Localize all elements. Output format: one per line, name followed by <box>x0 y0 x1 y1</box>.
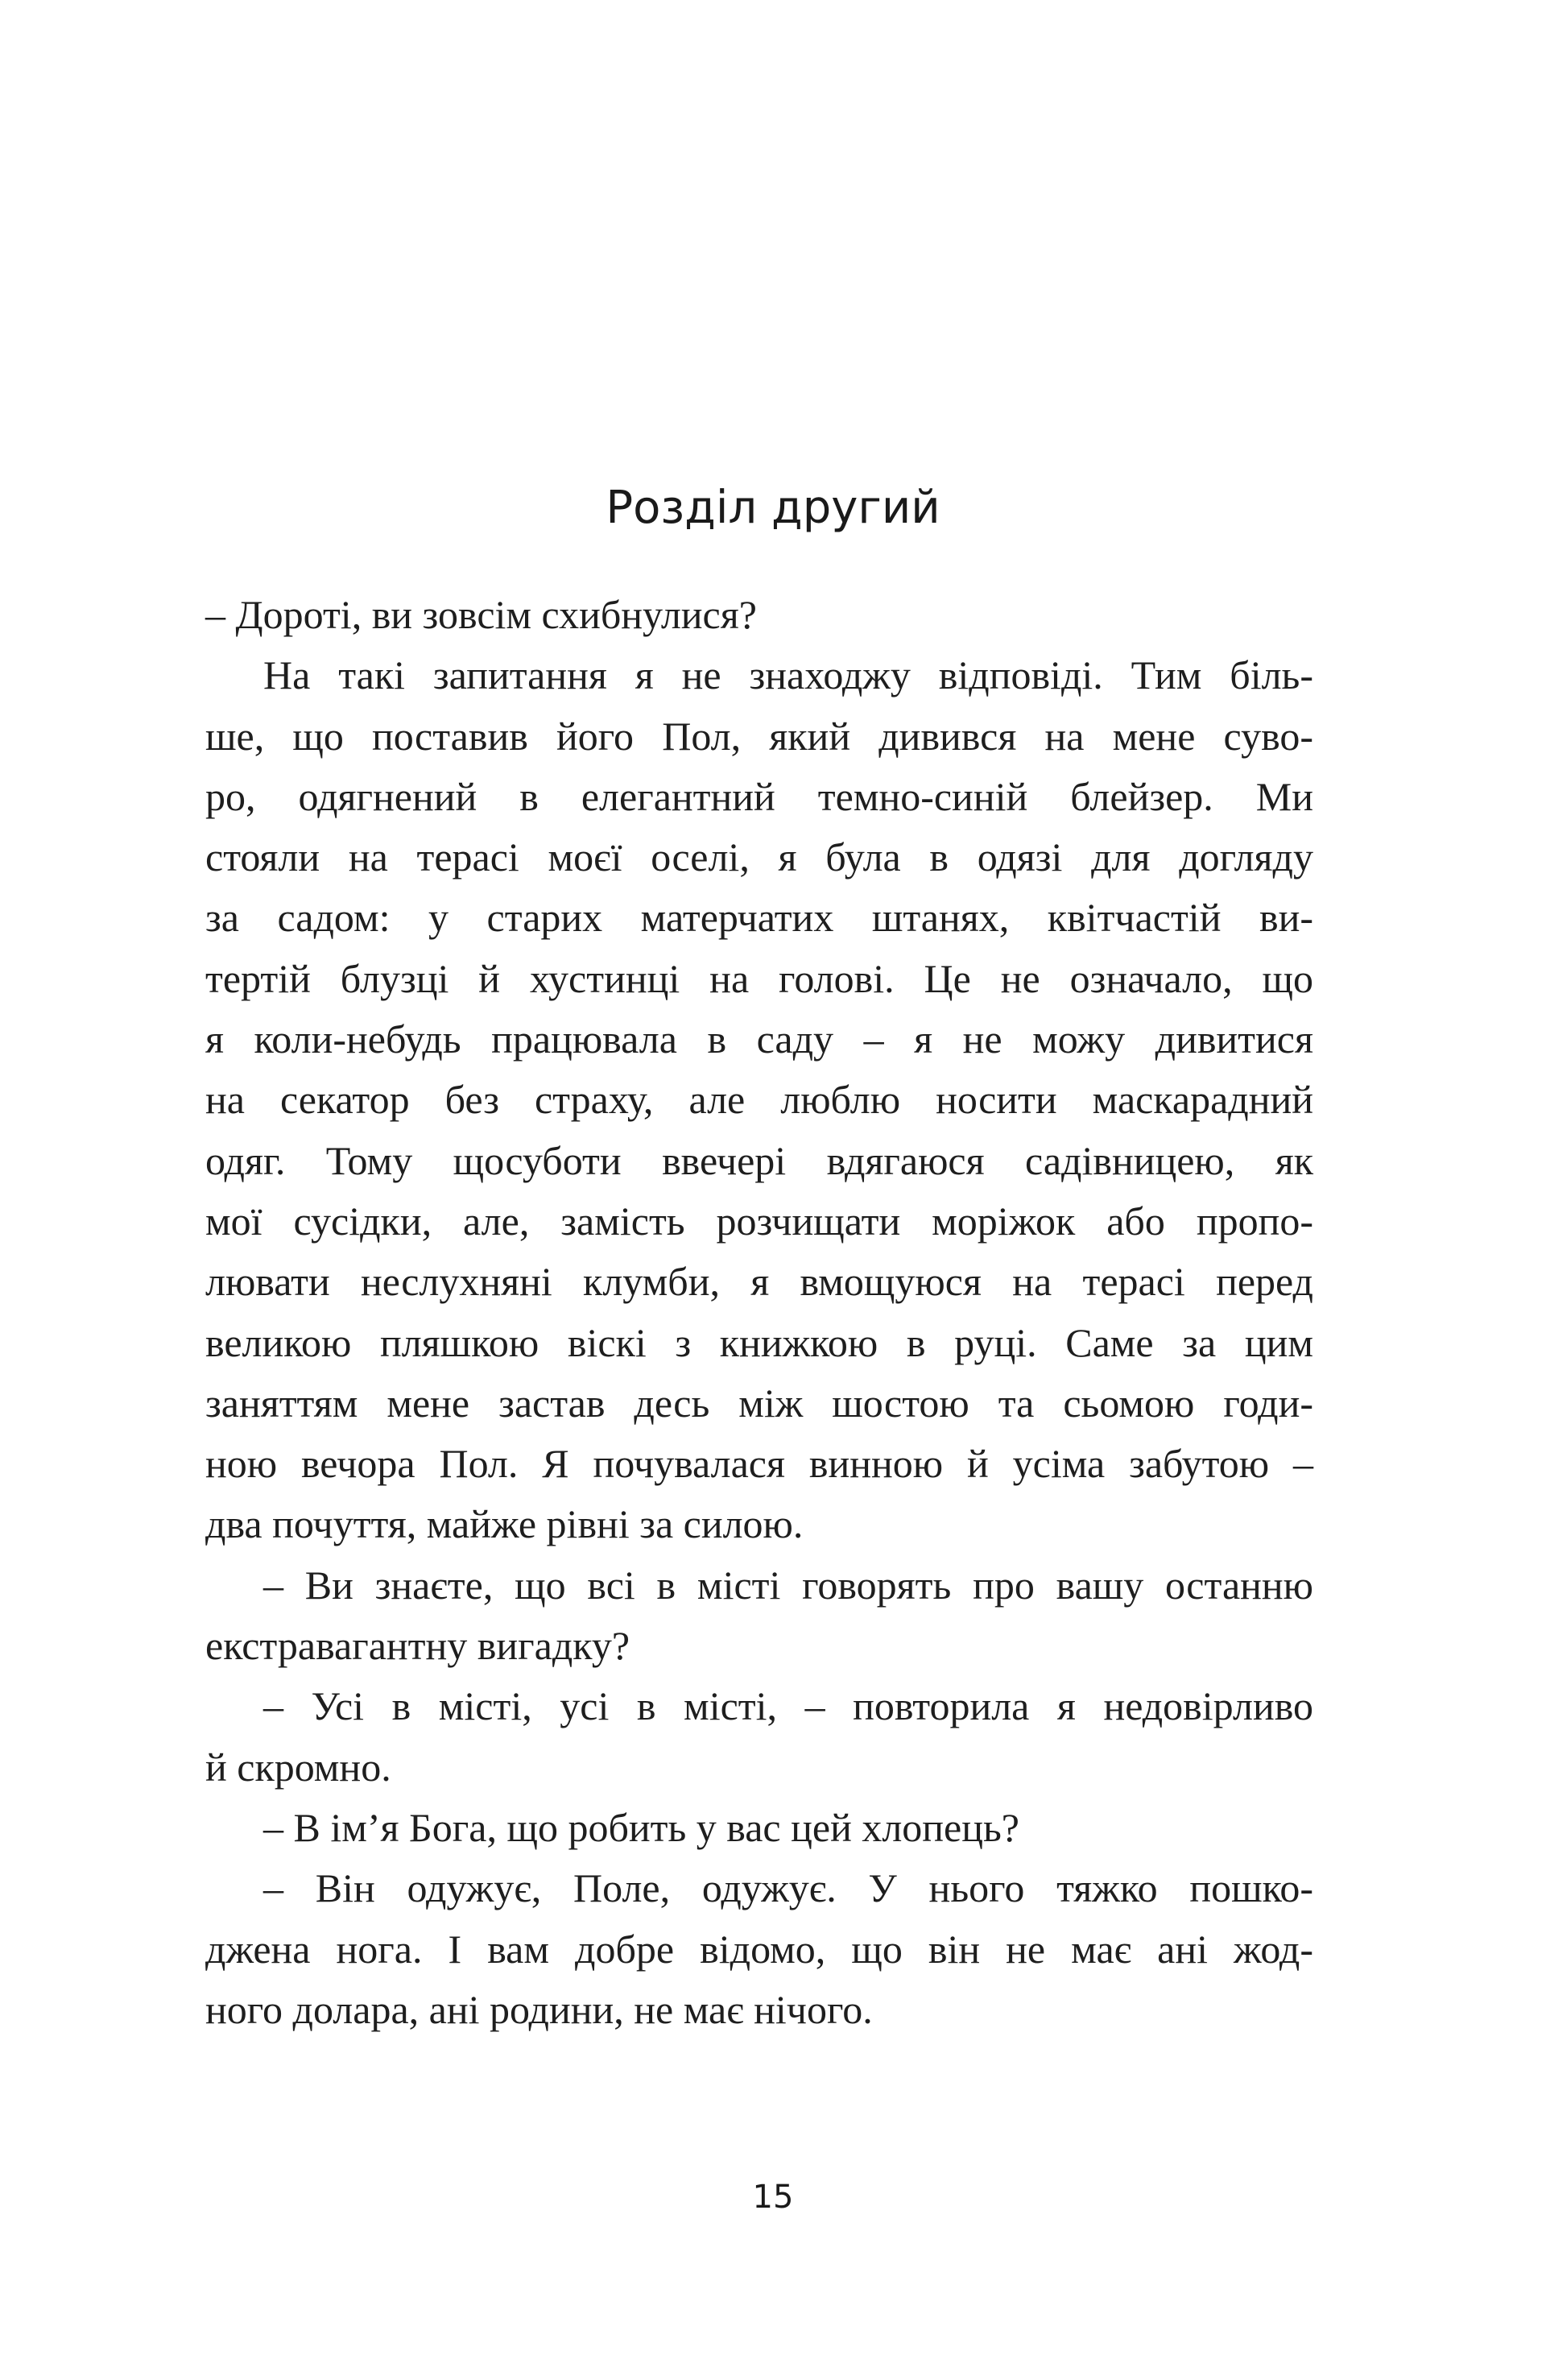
text-line: мої сусідки, але, замість розчищати моріжок або пропо- <box>205 1198 1313 1244</box>
text-line: – В ім’я Бога, що робить у вас цей хлопець? <box>263 1804 1019 1850</box>
page-number: 15 <box>752 2179 794 2216</box>
text-line: тертій блузці й хустинці на голові. Це не означало, що <box>205 955 1313 1001</box>
text-line: ро, одягнений в елегантний темно-синій блейзер. Ми <box>205 773 1313 819</box>
text-line: – Ви знаєте, що всі в місті говорять про вашу останню <box>263 1562 1313 1608</box>
text-line: – Він одужує, Поле, одужує. У нього тяжко пошко- <box>263 1865 1313 1911</box>
text-line: джена нога. І вам добре відомо, що він не має ані жод- <box>205 1926 1313 1972</box>
text-line: ше, що поставив його Пол, який дивився на мене суво- <box>205 713 1313 759</box>
text-line: – Дороті, ви зовсім схибнулися? <box>205 592 757 637</box>
text-line: – Усі в місті, усі в місті, – повторила я недовірливо <box>263 1683 1313 1729</box>
text-line: великою пляшкою віскі з книжкою в руці. Саме за цим <box>205 1319 1313 1365</box>
text-line: лювати неслухняні клумби, я вмощуюся на терасі перед <box>205 1259 1313 1305</box>
text-line: я коли-небудь працювала в саду – я не можу дивитися <box>205 1016 1313 1062</box>
text-line: На такі запитання я не знаходжу відповіді. Тим біль- <box>263 652 1313 698</box>
text-line: стояли на терасі моєї оселі, я була в одязі для догляду <box>205 834 1313 880</box>
text-line: на секатор без страху, але люблю носити маскарадний <box>205 1077 1313 1123</box>
chapter-title: Розділ другий <box>606 482 940 534</box>
text-line: екстравагантну вигадку? <box>205 1623 630 1669</box>
text-line: ною вечора Пол. Я почувалася винною й усіма забутою – <box>205 1441 1313 1487</box>
text-line: два почуття, майже рівні за силою. <box>205 1501 804 1547</box>
text-line: ного долара, ані родини, не має нічого. <box>205 1986 873 2032</box>
text-line: заняттям мене застав десь між шостою та сьомою годи- <box>205 1380 1313 1426</box>
text-line: за садом: у старих матерчатих штанях, квітчастій ви- <box>205 895 1313 941</box>
chapter-body-text <box>205 585 1313 2040</box>
text-line: й скромно. <box>205 1744 391 1790</box>
text-line: одяг. Тому щосуботи ввечері вдягаюся садівницею, як <box>205 1137 1313 1183</box>
